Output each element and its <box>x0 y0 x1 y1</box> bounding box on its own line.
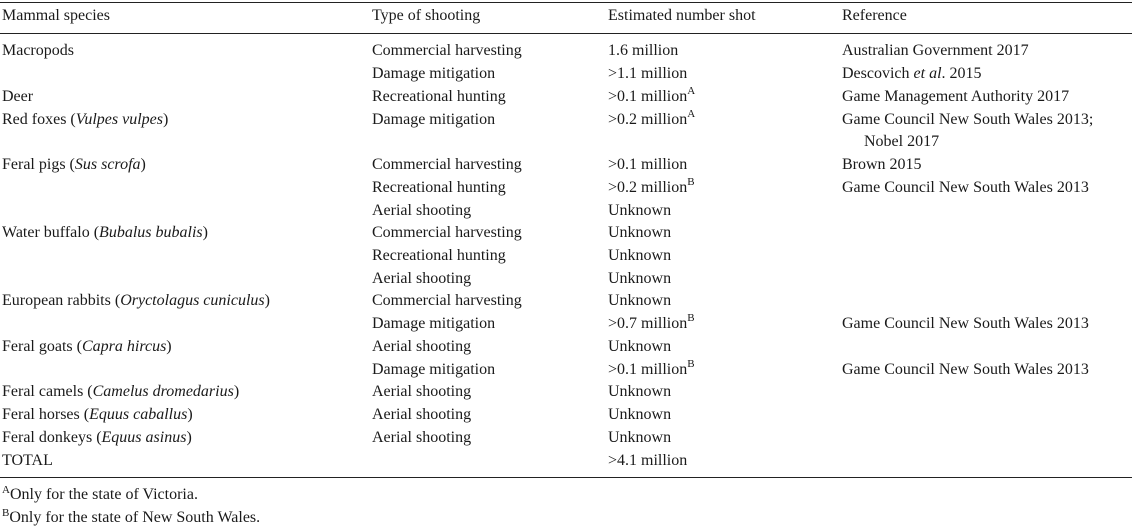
estimated-number-cell <box>608 87 695 108</box>
estimated-number: >0.1 million <box>608 361 688 378</box>
footnote-text: Only for the state of Victoria. <box>9 486 198 503</box>
reference-cell <box>842 41 1029 61</box>
species-latin-name: Oryctolagus cuniculus <box>120 292 265 309</box>
species-cell <box>2 337 172 357</box>
estimated-number: Unknown <box>608 247 672 264</box>
reference-text: Brown 2015 <box>842 156 922 173</box>
species-name: Feral donkeys ( <box>2 429 102 446</box>
shooting-type-cell: Damage mitigation <box>372 361 496 378</box>
estimated-number-cell <box>608 269 671 289</box>
species-paren: ) <box>202 224 208 241</box>
species-cell <box>2 223 208 243</box>
estimated-number: 1.6 million <box>608 42 679 59</box>
estimated-number-cell <box>608 451 687 471</box>
estimated-number: >0.2 million <box>608 111 688 128</box>
estimated-number: Unknown <box>608 383 672 400</box>
species-cell <box>2 428 192 448</box>
estimated-number-cell <box>608 246 671 266</box>
shooting-type-cell: Commercial harvesting <box>372 156 522 173</box>
estimated-number: >0.7 million <box>608 315 688 332</box>
table-top-rule <box>0 2 1132 3</box>
estimated-number: Unknown <box>608 270 672 287</box>
species-latin-name: Sus scrofa <box>74 156 141 173</box>
shooting-type-cell: Damage mitigation <box>372 315 496 332</box>
estimated-number-cell <box>608 382 671 402</box>
shooting-type-cell: Aerial shooting <box>372 429 472 446</box>
reference-cell <box>842 178 1089 198</box>
table-bottom-rule <box>0 477 1132 478</box>
species-name: TOTAL <box>2 452 53 469</box>
footnote-mark: B <box>2 507 10 519</box>
footnote-marker: B <box>687 312 695 324</box>
estimated-number-cell <box>608 405 671 425</box>
shooting-type-cell: Recreational hunting <box>372 247 506 264</box>
footnote-a <box>2 485 198 506</box>
reference-cell <box>842 155 922 175</box>
reference-text: Game Council New South Wales 2013; <box>842 111 1094 128</box>
estimated-number: >0.1 million <box>608 88 688 105</box>
estimated-number: >1.1 million <box>608 65 688 82</box>
species-latin-name: Bubalus bubalis <box>99 224 203 241</box>
estimated-number: Unknown <box>608 202 672 219</box>
header-type: Type of shooting <box>372 7 481 24</box>
species-latin-name: Camelus dromedarius <box>92 383 234 400</box>
species-paren: ) <box>166 338 172 355</box>
species-cell <box>2 155 146 175</box>
header-species: Mammal species <box>2 7 110 24</box>
species-paren: ) <box>187 406 193 423</box>
species-latin-name: Vulpes vulpes <box>75 111 163 128</box>
species-cell <box>2 87 33 107</box>
species-paren: ) <box>186 429 192 446</box>
estimated-number: Unknown <box>608 224 672 241</box>
reference-after: . 2015 <box>941 65 982 82</box>
reference-text: Game Council New South Wales 2013 <box>842 361 1089 378</box>
species-name: Feral camels ( <box>2 383 93 400</box>
reference-text: Descovich <box>842 65 914 82</box>
estimated-number-cell <box>608 291 671 311</box>
reference-text: Game Council New South Wales 2013 <box>842 179 1089 196</box>
header-reference: Reference <box>842 7 907 24</box>
reference-cell <box>842 314 1089 334</box>
shooting-type-cell: Commercial harvesting <box>372 42 522 59</box>
species-latin-name: Equus caballus <box>89 406 188 423</box>
estimated-number: >0.1 million <box>608 156 688 173</box>
reference-cell <box>842 87 1069 107</box>
species-paren: ) <box>233 383 240 400</box>
species-cell <box>2 110 168 130</box>
species-latin-name: Capra hircus <box>81 338 167 355</box>
estimated-number: Unknown <box>608 429 672 446</box>
reference-italic: et al <box>913 65 942 82</box>
reference-cell <box>842 64 982 84</box>
estimated-number-cell <box>608 178 695 199</box>
species-cell <box>2 405 193 425</box>
species-name: Feral goats ( <box>2 338 82 355</box>
species-name: Red foxes ( <box>2 111 76 128</box>
reference-text: Australian Government 2017 <box>842 42 1029 59</box>
estimated-number-cell <box>608 314 695 335</box>
species-cell <box>2 41 74 61</box>
footnote-marker: B <box>687 176 695 188</box>
species-name: Feral horses ( <box>2 406 90 423</box>
estimated-number: >4.1 million <box>608 452 688 469</box>
species-paren: ) <box>140 156 146 173</box>
species-name: Deer <box>2 88 34 105</box>
species-name: Macropods <box>2 42 74 59</box>
reference-text: Game Management Authority 2017 <box>842 88 1070 105</box>
estimated-number-cell <box>608 64 687 84</box>
footnote-marker: B <box>687 358 695 370</box>
estimated-number-cell <box>608 110 695 131</box>
shooting-type-cell: Commercial harvesting <box>372 292 522 309</box>
species-cell <box>2 382 239 402</box>
species-name: Water buffalo ( <box>2 224 100 241</box>
shooting-type-cell: Aerial shooting <box>372 270 472 287</box>
species-paren: ) <box>163 111 169 128</box>
estimated-number-cell <box>608 337 671 357</box>
shooting-type-cell: Damage mitigation <box>372 111 496 128</box>
shooting-type-cell: Aerial shooting <box>372 202 472 219</box>
reference-cell <box>842 360 1089 380</box>
header-rule <box>0 33 1132 34</box>
species-name: Feral pigs ( <box>2 156 75 173</box>
shooting-type-cell: Commercial harvesting <box>372 224 522 241</box>
estimated-number: Unknown <box>608 338 672 355</box>
reference-cell <box>842 110 1093 130</box>
estimated-number-cell <box>608 360 695 381</box>
estimated-number: Unknown <box>608 292 672 309</box>
reference-continuation: Nobel 2017 <box>864 133 940 150</box>
shooting-type-cell: Recreational hunting <box>372 179 506 196</box>
species-cell <box>2 451 53 471</box>
footnote-marker: A <box>687 85 696 97</box>
footnote-mark: A <box>2 484 10 496</box>
shooting-type-cell: Aerial shooting <box>372 383 472 400</box>
footnote-marker: A <box>687 108 696 120</box>
shooting-type-cell: Aerial shooting <box>372 338 472 355</box>
footnote-b <box>2 508 260 529</box>
header-number: Estimated number shot <box>608 7 756 24</box>
estimated-number: Unknown <box>608 406 672 423</box>
species-paren: ) <box>264 292 270 309</box>
species-name: European rabbits ( <box>2 292 121 309</box>
estimated-number-cell <box>608 201 671 221</box>
estimated-number-cell <box>608 428 671 448</box>
shooting-type-cell: Aerial shooting <box>372 406 472 423</box>
estimated-number-cell <box>608 41 678 61</box>
shooting-type-cell: Recreational hunting <box>372 88 506 105</box>
estimated-number-cell <box>608 223 671 243</box>
estimated-number-cell <box>608 155 687 175</box>
species-latin-name: Equus asinus <box>101 429 187 446</box>
footnote-text: Only for the state of New South Wales. <box>9 509 261 526</box>
estimated-number: >0.2 million <box>608 179 688 196</box>
shooting-type-cell: Damage mitigation <box>372 65 496 82</box>
reference-text: Game Council New South Wales 2013 <box>842 315 1089 332</box>
species-cell <box>2 291 270 311</box>
